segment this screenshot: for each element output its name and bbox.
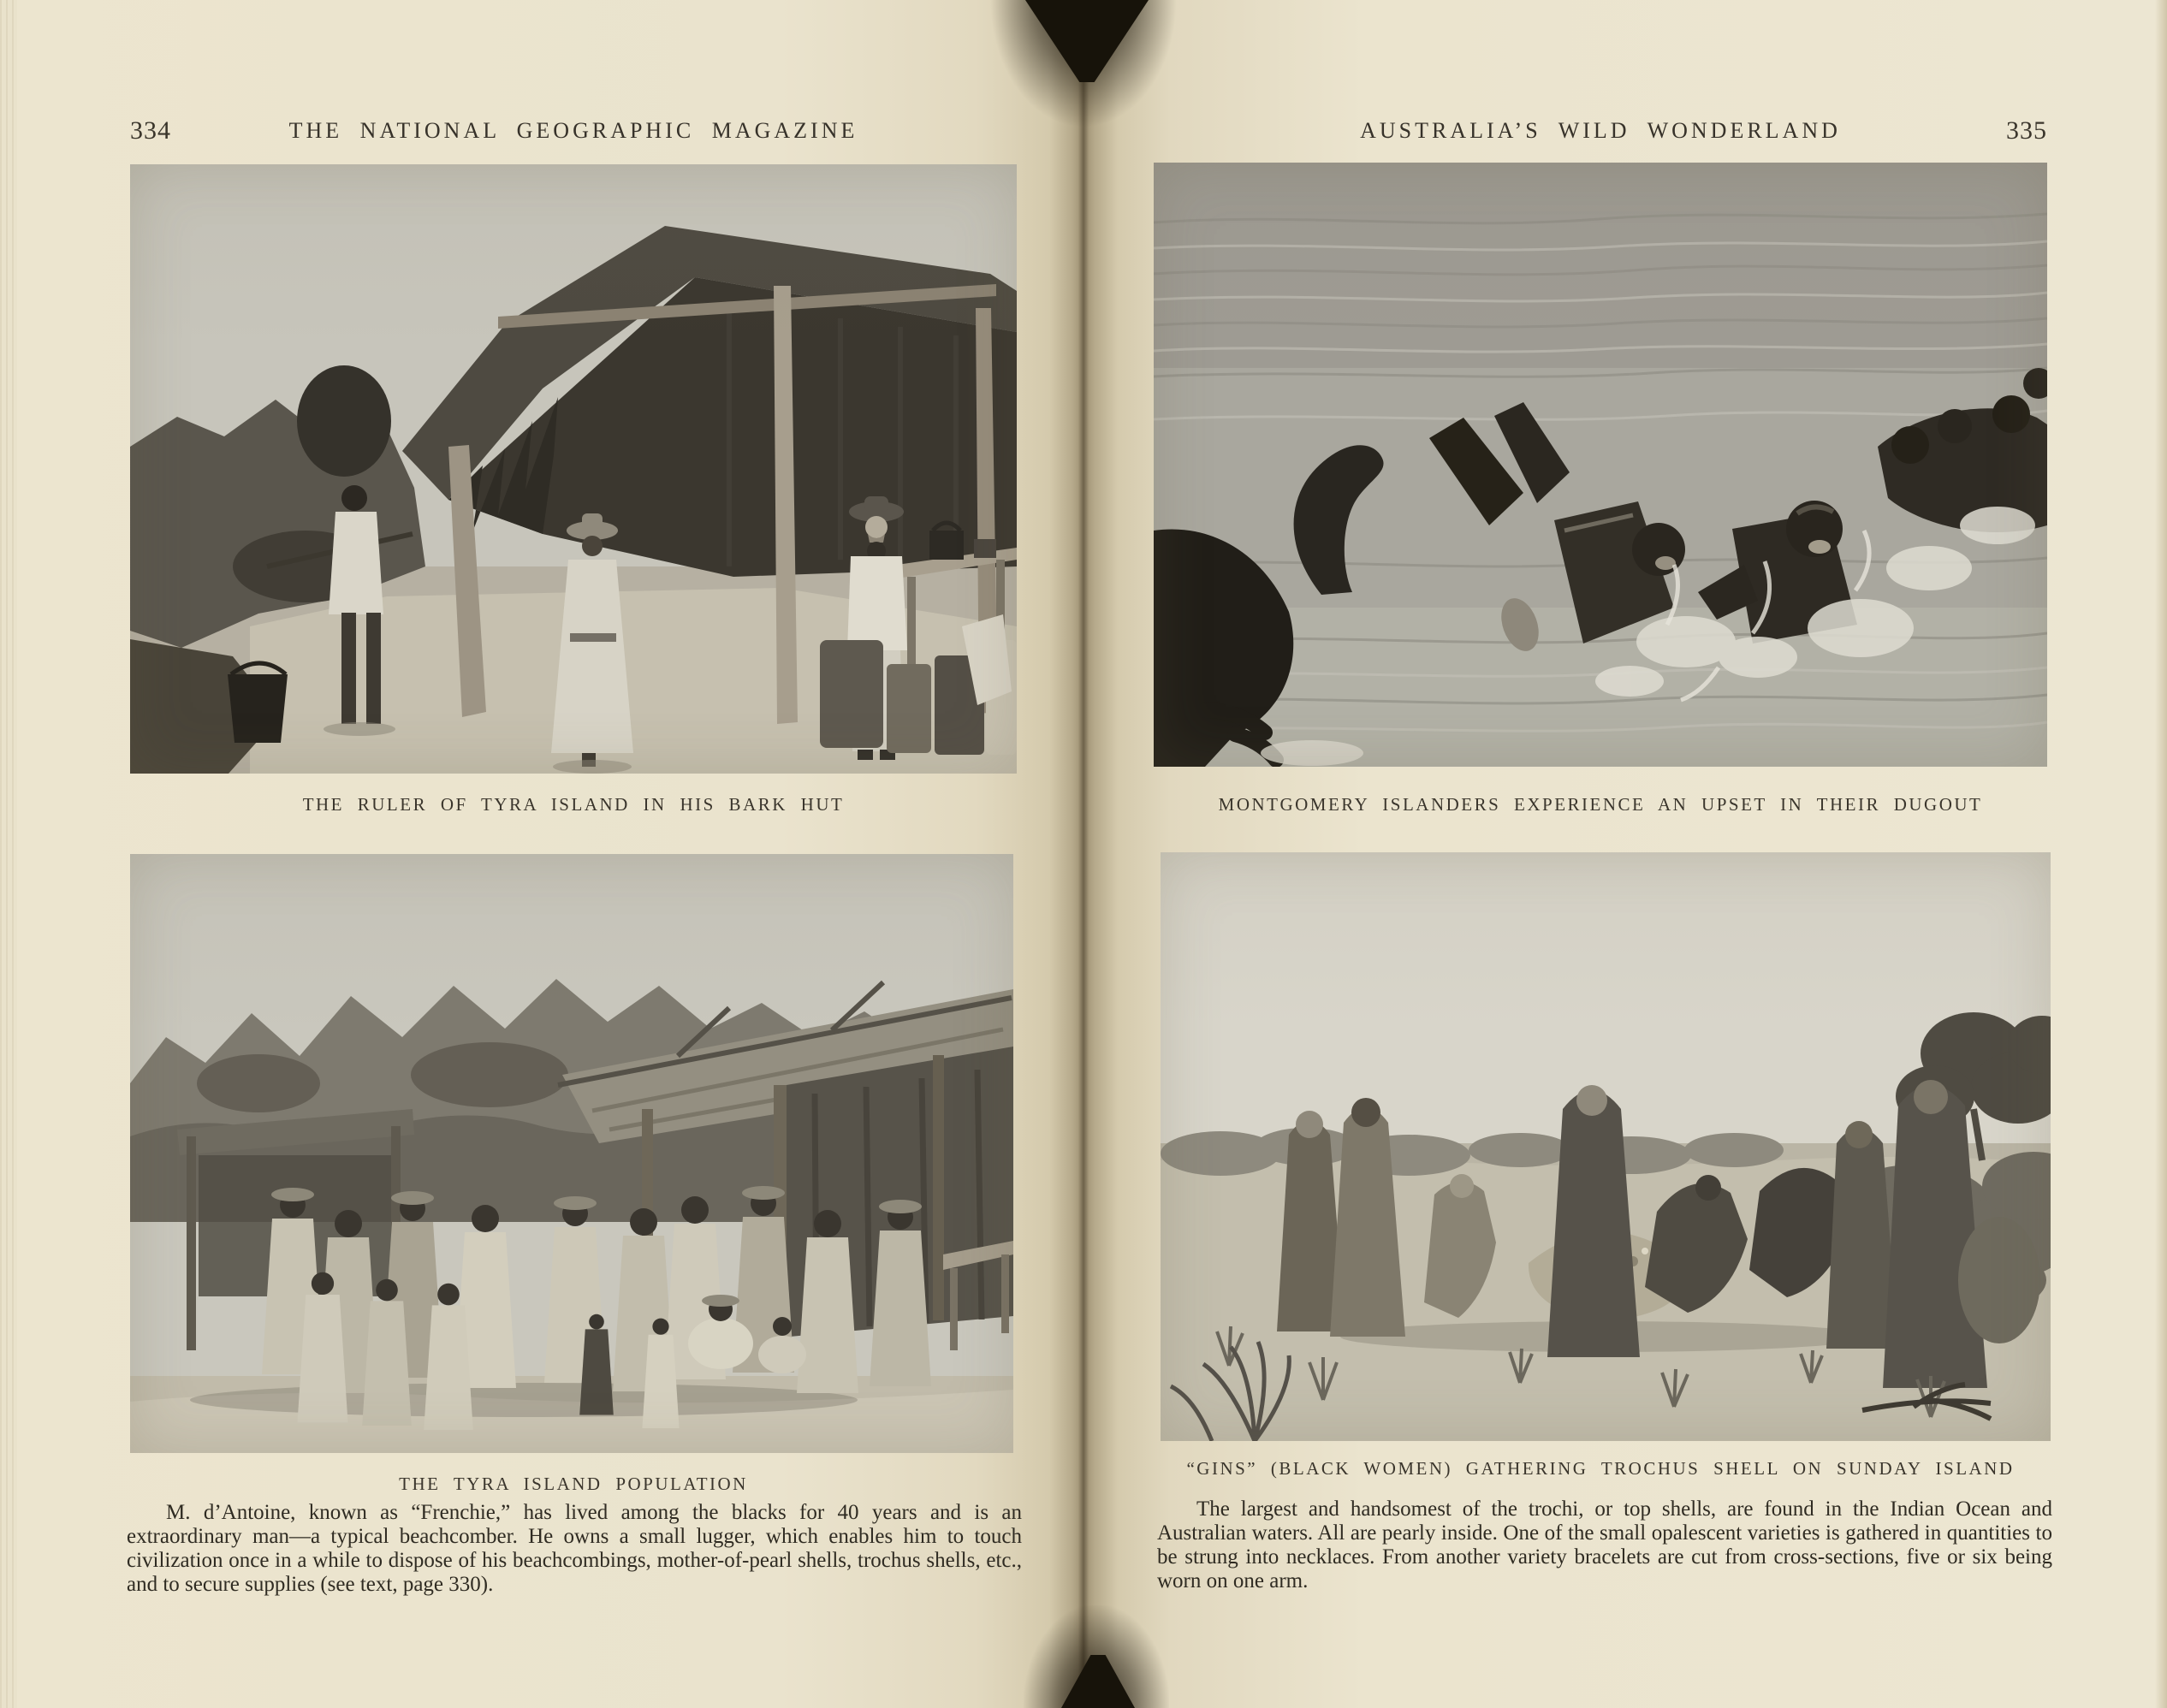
- running-head-right: AUSTRALIA’S WILD WONDERLAND: [1360, 118, 1841, 143]
- photo-water-illustration: [1154, 163, 2047, 767]
- photo-bark-hut: [130, 164, 1017, 774]
- page-335: [1084, 0, 2167, 1708]
- page-edge-left: [0, 0, 17, 1708]
- page-number-right: 335: [2006, 116, 2047, 145]
- caption-tyra-population: THE TYRA ISLAND POPULATION: [399, 1474, 748, 1494]
- photo-shell-gatherers: [1161, 852, 2051, 1441]
- caption-bark-hut: THE RULER OF TYRA ISLAND IN HIS BARK HUT: [302, 794, 845, 815]
- body-paragraph-left: M. d’Antoine, known as “Frenchie,” has lived among the blacks for 40 years and is an extraordinary man—a typical beachcomber. He owns a small lugger, which enables him to touch civilization once in a while to dispose of his beachcombings, mother-of-pearl shells, trochus shells, etc., and to secure supplies (see text, page 330).: [127, 1501, 1022, 1596]
- photo-beach-illustration: [1161, 852, 2051, 1441]
- caption-dugout-upset: MONTGOMERY ISLANDERS EXPERIENCE AN UPSET IN THEIR DUGOUT: [1218, 794, 1983, 815]
- page-number-left: 334: [130, 116, 171, 145]
- page-edge-right: [2155, 0, 2167, 1708]
- gutter-shadow: [1049, 0, 1118, 1708]
- photo-village-illustration: [130, 854, 1013, 1453]
- photo-tyra-island-population: [130, 854, 1013, 1453]
- body-paragraph-right: The largest and handsomest of the trochi, or top shells, are found in the Indian Ocean and Australian waters. All are pearly inside. One of the small opalescent varieties is gathered in quantities to be strung into necklaces. From another variety bracelets are cut from cross-sections, five or six being worn on one arm.: [1157, 1497, 2052, 1592]
- photo-dugout-upset: [1154, 163, 2047, 767]
- caption-shell-gatherers: “GINS” (BLACK WOMEN) GATHERING TROCHUS SHELL ON SUNDAY ISLAND: [1186, 1458, 2015, 1479]
- photo-bark-hut-illustration: [130, 164, 1017, 774]
- running-head-left: THE NATIONAL GEOGRAPHIC MAGAZINE: [288, 118, 858, 143]
